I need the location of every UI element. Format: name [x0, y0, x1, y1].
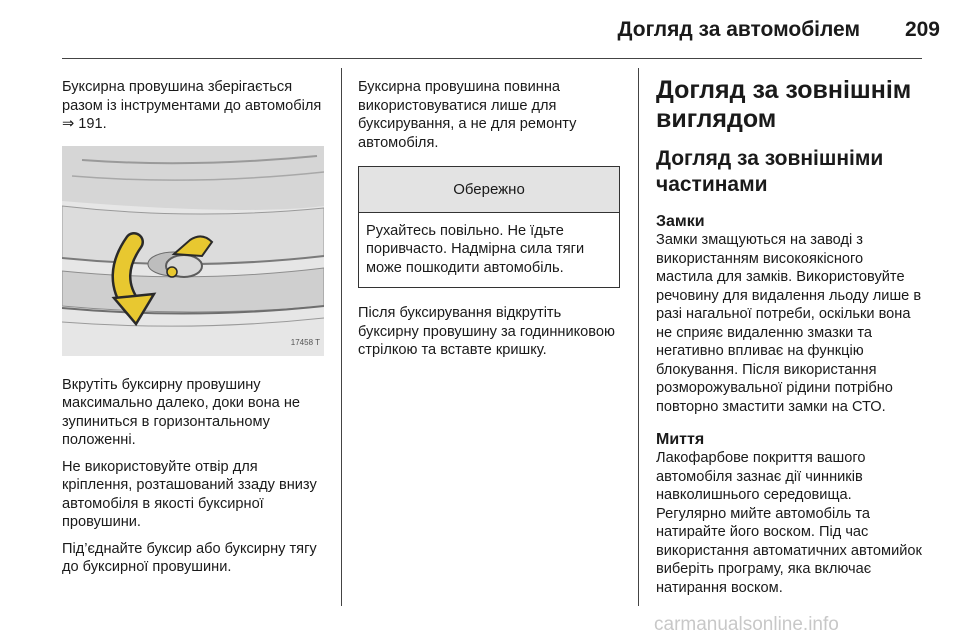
intro-paragraph	[62, 78, 330, 134]
column-1	[62, 78, 330, 585]
paragraph-washing: Лакофарбове покриття вашого автомобіля зазнає дії чинників навколишнього середовища. Регулярно мийте автомобіль та натирайте його воском. Під час використання автоматичних автомийок виберіть програму, яка включає натирання воском.	[656, 450, 922, 596]
column-divider-2	[638, 68, 639, 606]
page-number: 209	[904, 18, 940, 41]
paragraph-usage: Буксирна провушина повинна використовуватися лише для буксирування, а не для ремонту автомобіля.	[358, 79, 577, 151]
figure-code: 17458 T	[290, 338, 320, 347]
column-3	[656, 76, 924, 605]
running-header-title: Догляд за автомобілем	[617, 18, 860, 41]
page-reference: 191.	[74, 116, 107, 132]
tow-eye-drawing	[62, 146, 324, 356]
paragraph-screw-in: Вкрутіть буксирну провушину максимально далеко, доки вона не зупиниться в горизонтальному положенні.	[62, 376, 301, 448]
caution-title: Обережно	[359, 167, 619, 213]
section-title: Догляд за зовнішнім виглядом	[656, 76, 912, 133]
paragraph-locks: Замки змащуються на заводі з використанням високоякісного мастила для замків. Використовуйте речовину для видалення льоду лише в разі нагальної потреби, оскільки вона не сприяє видаленню змазки та негативно впливає на функцію блокування. Після використання розморожувальної рідини потрібно повторно змастити замки на СТО.	[656, 232, 922, 415]
paragraph-connect: Під’єднайте буксир або буксирну тягу до буксирної провушини.	[62, 540, 317, 575]
header-rule	[62, 58, 922, 59]
paragraph-warning-mount: Не використовуйте отвір для кріплення, розташований ззаду внизу автомобіля в якості буксирної провушини.	[62, 458, 317, 530]
column-divider-1	[341, 68, 342, 606]
column-2	[358, 78, 620, 368]
caution-box	[358, 166, 620, 288]
caution-body: Рухайтесь повільно. Не їдьте поривчасто. Надмірна сила тяги може пошкодити автомобіль.	[366, 222, 585, 276]
watermark: carmanualsonline.info	[654, 614, 839, 635]
tow-eye-illustration	[62, 146, 324, 356]
paragraph-after-towing: Після буксирування відкрутіть буксирну провушину за годинниковою стрілкою та вставте кришку.	[358, 305, 615, 358]
heading-locks: Замки	[656, 213, 705, 230]
subsection-title: Догляд за зовнішніми частинами	[656, 147, 884, 196]
intro-text: Буксирна провушина зберігається разом із інструментами до автомобіля	[62, 79, 322, 114]
heading-washing: Миття	[656, 431, 705, 448]
page-reference-arrow-icon: ⇒	[62, 116, 75, 132]
